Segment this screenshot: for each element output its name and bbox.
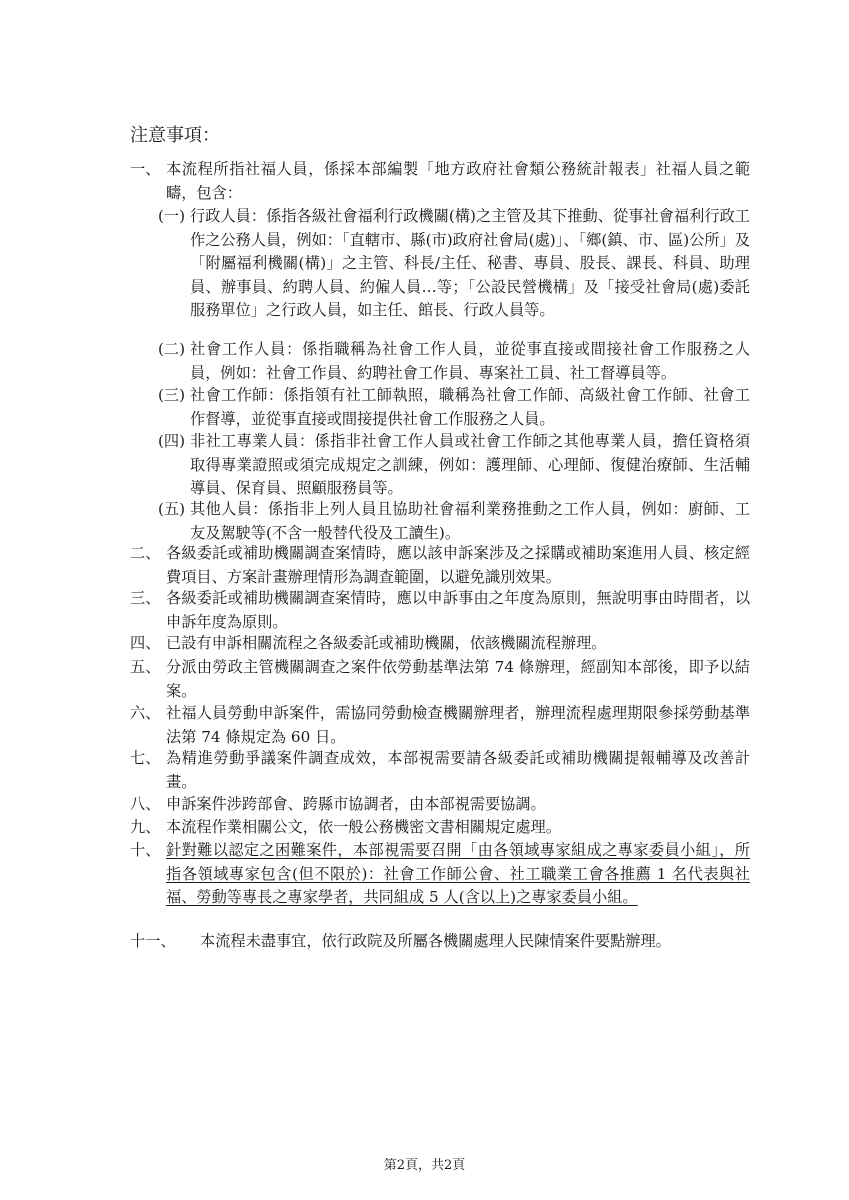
note-text: 針對難以認定之困難案件，本部視需要召開「由各領域專家組成之專家委員小組」，所指各領域專家包含(但不限於)：社會工作師公會、社工職業工會各推薦 1 名代表與社福、勞動等專長之專家學者，共同組成 5 人(含以上)之專家委員小組。 <box>166 841 750 906</box>
note-item-1 <box>130 158 750 205</box>
note-text: 本流程作業相關公文，依一般公務機密文書相關規定處理。 <box>166 818 561 836</box>
note-number: 四、 <box>130 634 161 652</box>
note-text: 分派由勞政主管機關調查之案件依勞動基準法第 74 條辦理，經副知本部後，即予以結案。 <box>166 658 750 700</box>
sub-number: (五) <box>158 500 186 518</box>
sub-text: 其他人員：係指非上列人員且協助社會福利業務推動之工作人員，例如：廚師、工友及駕駛等(不含一般替代役及工讀生)。 <box>190 500 750 542</box>
note-item-8 <box>130 793 750 817</box>
note-text: 為精進勞動爭議案件調查成效，本部視需要請各級委託或補助機關提報輔導及改善計畫。 <box>166 749 750 791</box>
note-text: 申訴案件涉跨部會、跨縣市協調者，由本部視需要協調。 <box>166 795 546 813</box>
sub-item-1 <box>158 205 750 323</box>
note-item-11 <box>130 930 750 954</box>
note-number: 五、 <box>130 658 161 676</box>
note-number: 九、 <box>130 818 161 836</box>
notes-heading: 注意事項： <box>130 125 220 146</box>
note-text: 各級委託或補助機關調查案情時，應以申訴事由之年度為原則，無說明事由時間者，以申訴年度為原則。 <box>166 589 750 631</box>
note-item-4 <box>130 632 750 656</box>
note-text: 本流程所指社福人員，係採本部編製「地方政府社會類公務統計報表」社福人員之範疇，包含： <box>166 160 750 202</box>
note-item-6 <box>130 702 750 749</box>
sub-text: 行政人員：係指各級社會福利行政機關(構)之主管及其下推動、從事社會福利行政工作之公務人員，例如：「直轄市、縣(市)政府社會局(處)」、「鄉(鎮、市、區)公所」及「附屬福利機關(構)」之主管、科長/主任、秘書、專員、股長、課長、科員、助理員、辦事員、約聘人員、約僱人員…等；「公設民營機構」及「接受社會局(處)委託服務單位」之行政人員，如主任、館長、行政人員等。 <box>190 207 750 319</box>
sub-number: (三) <box>158 386 186 404</box>
note-number: 八、 <box>130 795 161 813</box>
note-number: 二、 <box>130 544 161 562</box>
note-number: 三、 <box>130 589 161 607</box>
page-number: 第2頁，共2頁 <box>383 1158 466 1173</box>
note-item-10 <box>130 839 750 910</box>
sub-number: (一) <box>158 207 186 225</box>
note-item-2 <box>130 542 750 589</box>
note-text: 本流程未盡事宜，依行政院及所屬各機關處理人民陳情案件要點辦理。 <box>200 932 671 950</box>
sub-text: 社會工作師：係指領有社工師執照，職稱為社會工作師、高級社會工作師、社會工作督導，並從事直接或間接提供社會工作服務之人員。 <box>190 386 750 428</box>
note-text: 各級委託或補助機關調查案情時，應以該申訴案涉及之採購或補助案進用人員、核定經費項目、方案計畫辦理情形為調查範圍，以避免識別效果。 <box>166 544 750 586</box>
sub-number: (四) <box>158 432 186 450</box>
note-item-7 <box>130 747 750 794</box>
sub-item-3 <box>158 384 750 431</box>
sub-item-4 <box>158 430 750 501</box>
note-number: 六、 <box>130 704 161 722</box>
note-number: 十、 <box>130 841 161 859</box>
sub-number: (二) <box>158 340 186 358</box>
sub-text: 社會工作人員：係指職稱為社會工作人員，並從事直接或間接社會工作服務之人員，例如：社會工作員、約聘社會工作員、專案社工員、社工督導員等。 <box>190 340 750 382</box>
note-text: 社福人員勞動申訴案件，需協同勞動檢查機關辦理者，辦理流程處理期限參採勞動基準法第 74 條規定為 60 日。 <box>166 704 750 746</box>
note-number: 一、 <box>130 160 161 178</box>
sub-text: 非社工專業人員：係指非社會工作人員或社會工作師之其他專業人員，擔任資格須取得專業證照或須完成規定之訓練，例如：護理師、心理師、復健治療師、生活輔導員、保育員、照顧服務員等。 <box>190 432 750 497</box>
sub-item-5 <box>158 498 750 545</box>
note-number: 七、 <box>130 749 161 767</box>
note-item-5 <box>130 656 750 703</box>
note-text: 已設有申訴相關流程之各級委託或補助機關，依該機關流程辦理。 <box>166 634 607 652</box>
note-item-9 <box>130 816 750 840</box>
note-item-3 <box>130 587 750 634</box>
note-number: 十一、 <box>130 932 176 950</box>
sub-item-2 <box>158 338 750 385</box>
